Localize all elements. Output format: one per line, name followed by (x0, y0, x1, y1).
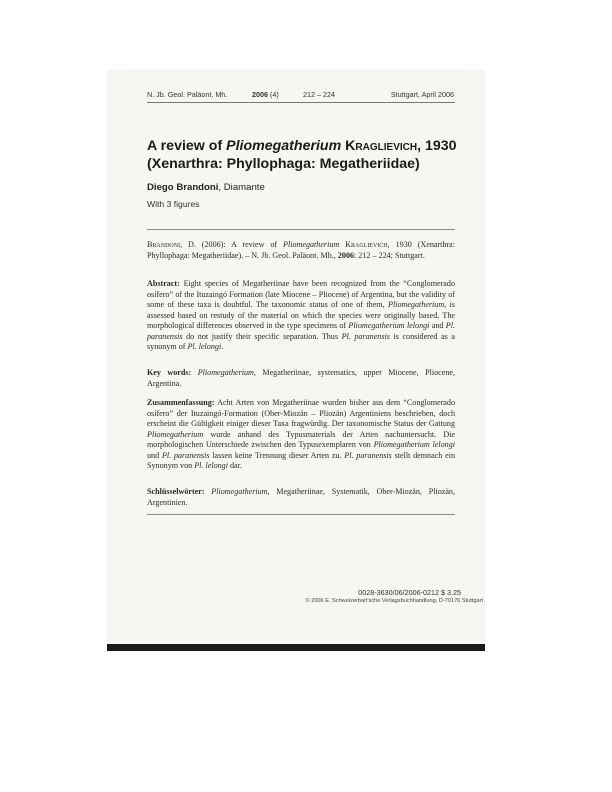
title-line-1: A review of Pliomegatherium Kraglievich, 1930 (147, 138, 457, 154)
journal-place-date: Stuttgart, April 2006 (390, 90, 454, 99)
abstract: Abstract: Eight species of Megatheriinae have been recognized from the “Conglomerado osífero” of the Ituzaingó Formation (late Miocene – Pliocene) of Argentina, but the validity of some of these taxa is doubtful. The taxonomic status of one of them, Pliomegatherium, is assessed based on restudy of the material on which the species were originally based. The morphological differences observed in the type specimens of Pliomegatherium lelongi and Pl. paranensis do not justify their specific separation. Thus Pl. paranensis is considered as a synonym of Pl. lelongi. (147, 279, 455, 351)
author-line (147, 182, 265, 193)
keywords-label: Key words: (147, 368, 192, 377)
copyright-notice: © 2006 E. Schweizerbart'sche Verlagsbuchhandlung, D-70176 Stuttgart (305, 598, 483, 604)
zusammenfassung: Zusammenfassung: Acht Arten von Megatheriinae wurden bisher aus dem “Conglomerado osífero” der Ituzaingó-Formation (Ober-Miozän – Pliozän) Argentiniens beschrieben, doch erscheint die Gültigkeit einiger dieser Taxa fragwürdig. Der taxonomische Status der Gattung Pliomegatherium wurde anhand des Typusmaterials der Arten nachuntersucht. Die morphologischen Unterschiede zwischen den Typusexemplaren von Pliomegatherium lelongi und Pl. paranensis lassen keine Trennung dieser Arten zu. Pl. paranensis stellt demnach ein Synonym von Pl. lelongi dar. (147, 398, 456, 470)
journal-volume: 2006 (4) (252, 90, 279, 99)
section-divider-bottom (147, 514, 455, 515)
scan-edge-bar (107, 644, 485, 651)
keywords: Key words: Pliomegatherium, Megatheriinae, systematics, upper Miocene, Pliocene, Argentina. (147, 368, 455, 388)
title-line-2: (Xenarthra: Phyllophaga: Megatheriidae) (147, 156, 420, 172)
figures-note: With 3 figures (147, 199, 200, 209)
header-divider (147, 102, 455, 103)
journal-pages: 212 – 224 (303, 90, 335, 99)
section-divider-top (147, 229, 455, 230)
journal-name: N. Jb. Geol. Paläont. Mh. (147, 90, 228, 99)
abstract-label: Abstract: (147, 279, 180, 288)
schluesselwoerter-label: Schlüsselwörter: (147, 487, 205, 496)
issn-price: 0028-3630/06/2006-0212 $ 3.25 (358, 588, 461, 597)
zusammenfassung-label: Zusammenfassung: (147, 398, 215, 407)
article-title (147, 137, 457, 173)
author-location: , Diamante (218, 182, 265, 193)
author-name: Diego Brandoni (147, 182, 219, 193)
citation: Brandoni, D. (2006): A review of Pliomegatherium Kraglievich, 1930 (Xenarthra: Phyllophaga: Megatheriidae). – N. Jb. Geol. Paläont. Mh., 2006: 212 – 224; Stuttgart. (147, 240, 456, 260)
schluesselwoerter: Schlüsselwörter: Pliomegatherium, Megatheriinae, Systematik, Ober-Miozän, Pliozän, Argentinien. (147, 487, 455, 507)
